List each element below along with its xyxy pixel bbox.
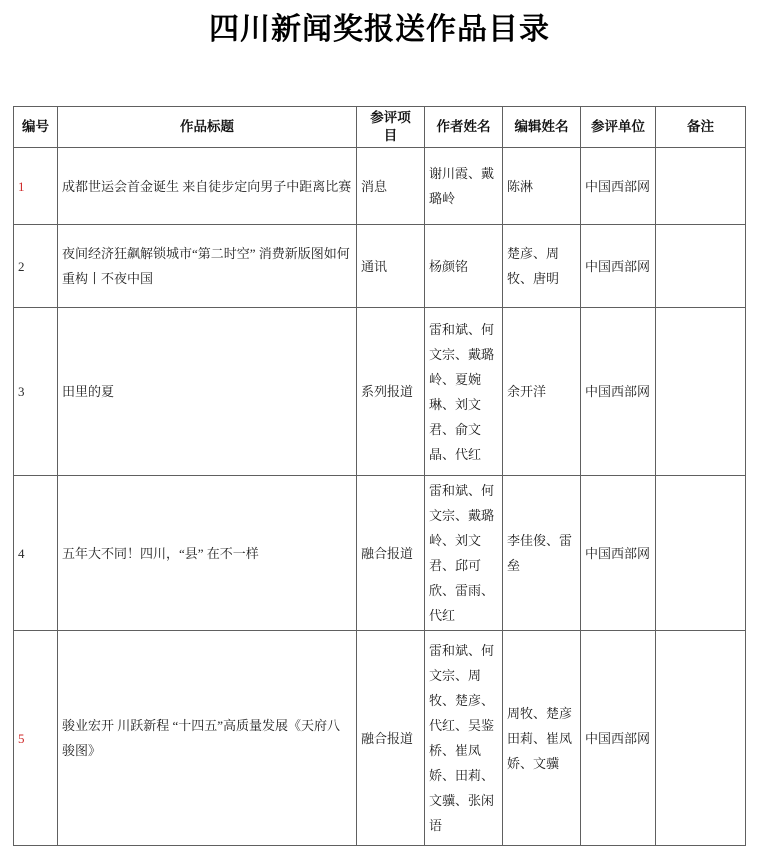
table-row: [14, 631, 746, 846]
cell-category: 系列报道: [357, 308, 425, 476]
cell-unit: 中国西部网: [581, 631, 656, 846]
cell-editors: 陈淋: [503, 148, 581, 225]
cell-editors: 李佳俊、雷垒: [503, 476, 581, 631]
cell-unit: 中国西部网: [581, 225, 656, 308]
table-row: [14, 148, 746, 225]
cell-authors: 雷和斌、何文宗、戴璐岭、夏婉琳、刘文君、俞文晶、代红: [425, 308, 503, 476]
cell-unit: 中国西部网: [581, 476, 656, 631]
cell-number: 5: [14, 631, 58, 846]
cell-number: 3: [14, 308, 58, 476]
cell-title: 田里的夏: [58, 308, 357, 476]
cell-authors: 谢川霞、戴璐岭: [425, 148, 503, 225]
table-row: [14, 476, 746, 631]
cell-note: [656, 631, 746, 846]
cell-unit: 中国西部网: [581, 148, 656, 225]
cell-title: 五年大不同！四川，“县” 在不一样: [58, 476, 357, 631]
cell-category: 消息: [357, 148, 425, 225]
cell-note: [656, 148, 746, 225]
table-row: [14, 225, 746, 308]
cell-editors: 周牧、楚彦田莉、崔凤娇、文骥: [503, 631, 581, 846]
cell-authors: 雷和斌、何文宗、戴璐岭、刘文君、邱可欣、雷雨、代红: [425, 476, 503, 631]
cell-number: 1: [14, 148, 58, 225]
col-header-note: 备注: [656, 107, 746, 148]
cell-authors: 雷和斌、何文宗、周牧、楚彦、代红、吴鉴桥、崔凤娇、田莉、文骥、张闲语: [425, 631, 503, 846]
cell-category: 通讯: [357, 225, 425, 308]
cell-category: 融合报道: [357, 476, 425, 631]
works-table: [13, 106, 746, 846]
col-header-number: 编号: [14, 107, 58, 148]
cell-note: [656, 308, 746, 476]
table-row: [14, 308, 746, 476]
col-header-editors: 编辑姓名: [503, 107, 581, 148]
page-title: 四川新闻奖报送作品目录: [209, 13, 550, 46]
cell-title: 夜间经济狂飙解锁城市“第二时空” 消费新版图如何重构丨不夜中国: [58, 225, 357, 308]
cell-number: 4: [14, 476, 58, 631]
cell-editors: 楚彦、周牧、唐明: [503, 225, 581, 308]
cell-authors: 杨颜铭: [425, 225, 503, 308]
col-header-authors: 作者姓名: [425, 107, 503, 148]
cell-unit: 中国西部网: [581, 308, 656, 476]
cell-note: [656, 476, 746, 631]
cell-title: 骏业宏开 川跃新程 “十四五”高质量发展《天府八骏图》: [58, 631, 357, 846]
cell-number: 2: [14, 225, 58, 308]
cell-title: 成都世运会首金诞生 来自徒步定向男子中距离比赛: [58, 148, 357, 225]
cell-note: [656, 225, 746, 308]
col-header-category: 参评项目: [357, 107, 425, 148]
header-row: [14, 107, 746, 148]
cell-editors: 余开洋: [503, 308, 581, 476]
cell-category: 融合报道: [357, 631, 425, 846]
col-header-title: 作品标题: [58, 107, 357, 148]
col-header-unit: 参评单位: [581, 107, 656, 148]
